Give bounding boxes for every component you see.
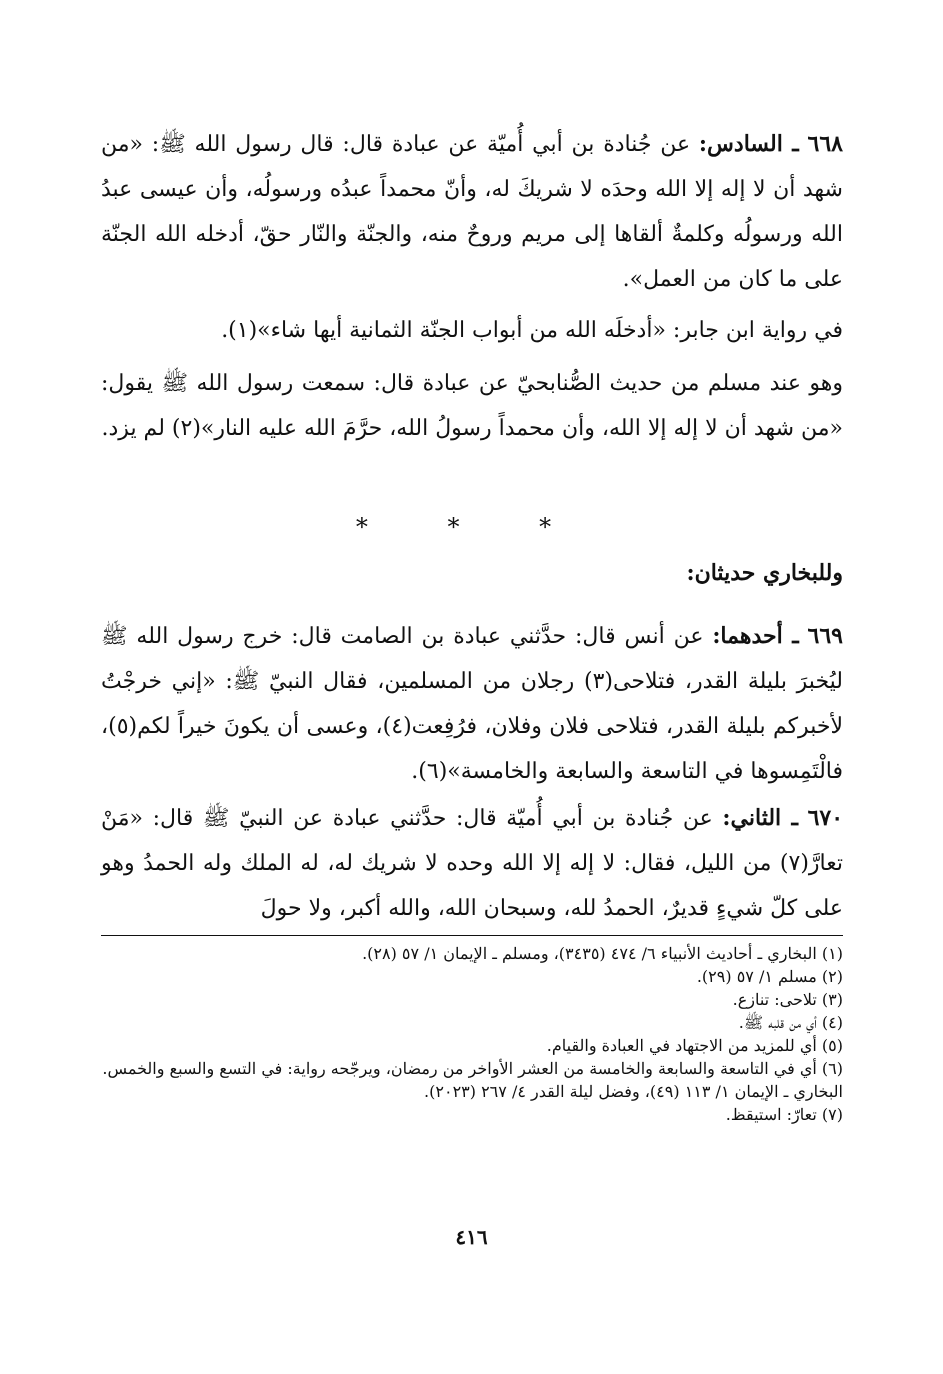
hadith-669-lead: ـ أحدهما:: [712, 623, 799, 649]
footnote-7: (٧) تعارّ: استيقظ.: [725, 1105, 843, 1124]
footnote-1: (١) البخاري ـ أحاديث الأنبياء ٦/ ٤٧٤ (٣٤٣٥)، ومسلم ـ الإيمان ١/ ٥٧ (٢٨).: [362, 944, 843, 963]
hadith-669-block: [101, 614, 843, 794]
section-heading: وللبخاري حديثان:: [686, 560, 843, 586]
hadith-668-text: عن جُنادة بن أبي أُميّة عن عبادة قال: قال رسول الله ﷺ: «من شهد أن لا إله إلا الله وحدَه لا شريكَ له، وأنّ محمداً عبدُه ورسولُه، وأن عيسى عبدُ الله ورسولُه وكلمةٌ ألقاها إلى مريم وروحٌ منه، والجنّة والنّار حقّ، أدخله الله الجنّة على ما كان من العمل».: [101, 132, 843, 292]
hadith-668-number: ٦٦٨: [807, 131, 843, 157]
footnote-3: (٣) تلاحى: تنازع.: [732, 990, 843, 1009]
hadith-670-number: ٦٧٠: [807, 805, 844, 831]
footnote-6: (٦) أي في التاسعة والسابعة والخامسة من العشر الأواخر من رمضان، ويرجّحه رواية: في التسع والسبع والخمس. البخاري ـ الإيمان ١/ ١١٣ (٤٩)، وفضل ليلة القدر ٤/ ٢٦٧ (٢٠٢٣).: [102, 1059, 843, 1101]
hadith-669-paragraph: [101, 614, 843, 794]
hadith-669-number: ٦٦٩: [807, 623, 843, 649]
hadith-668-riwaya: في رواية ابن جابر: «أدخلَه الله من أبواب الجنّة الثمانية أيها شاء»(١).: [221, 318, 843, 343]
hadith-670-block: [101, 796, 843, 931]
hadith-668-block: [101, 122, 843, 451]
hadith-668-muslim: وهو عند مسلم من حديث الصُّنابحيّ عن عبادة قال: سمعت رسول الله ﷺ يقول: «من شهد أن لا إله إلا الله، وأن محمداً رسولُ الله، حرَّمَ الله عليه النار»(٢) لم يزد.: [101, 371, 843, 441]
hadith-670-lead: ـ الثاني:: [722, 805, 798, 831]
footnote-divider: [101, 935, 843, 936]
footnote-5: (٥) أي للمزيد من الاجتهاد في العبادة والقيام.: [546, 1036, 843, 1055]
hadith-668-lead: ـ السادس:: [698, 131, 799, 157]
hadith-670-paragraph: [101, 796, 843, 931]
footnote-4: (٤) أي من قلبه ﷺ.: [738, 1013, 843, 1032]
footnote-2: (٢) مسلم ١/ ٥٧ (٢٩).: [696, 967, 843, 986]
hadith-668-paragraph: [101, 122, 843, 302]
hadith-669-text: عن أنس قال: حدَّثني عبادة بن الصامت قال: خرج رسول الله ﷺ ليُخبرَ بليلة القدر، فتلاحى(٣) رجلان من المسلمين، فقال النبيّ ﷺ: «إني خرجْتُ لأخبركم بليلة القدر، فتلاحى فلان وفلان، فرُفِعت(٤)، وعسى أن يكونَ خيراً لكم(٥)، فالْتَمِسوها في التاسعة والسابعة والخامسة»(٦).: [101, 624, 843, 784]
footnotes: [101, 942, 843, 1126]
page-number: ٤١٦: [455, 1225, 488, 1249]
hadith-670-text: عن جُنادة بن أبي أُميّة قال: حدَّثني عبادة عن النبيّ ﷺ قال: «مَنْ تعارَّ(٧) من الليل، فقال: لا إله إلا الله وحده لا شريك له، له الملك وله الحمدُ وهو على كلّ شيءٍ قديرٌ، الحمدُ لله، وسبحان الله، والله أكبر، ولا حولَ: [101, 806, 843, 921]
section-separator: * * *: [355, 513, 588, 541]
